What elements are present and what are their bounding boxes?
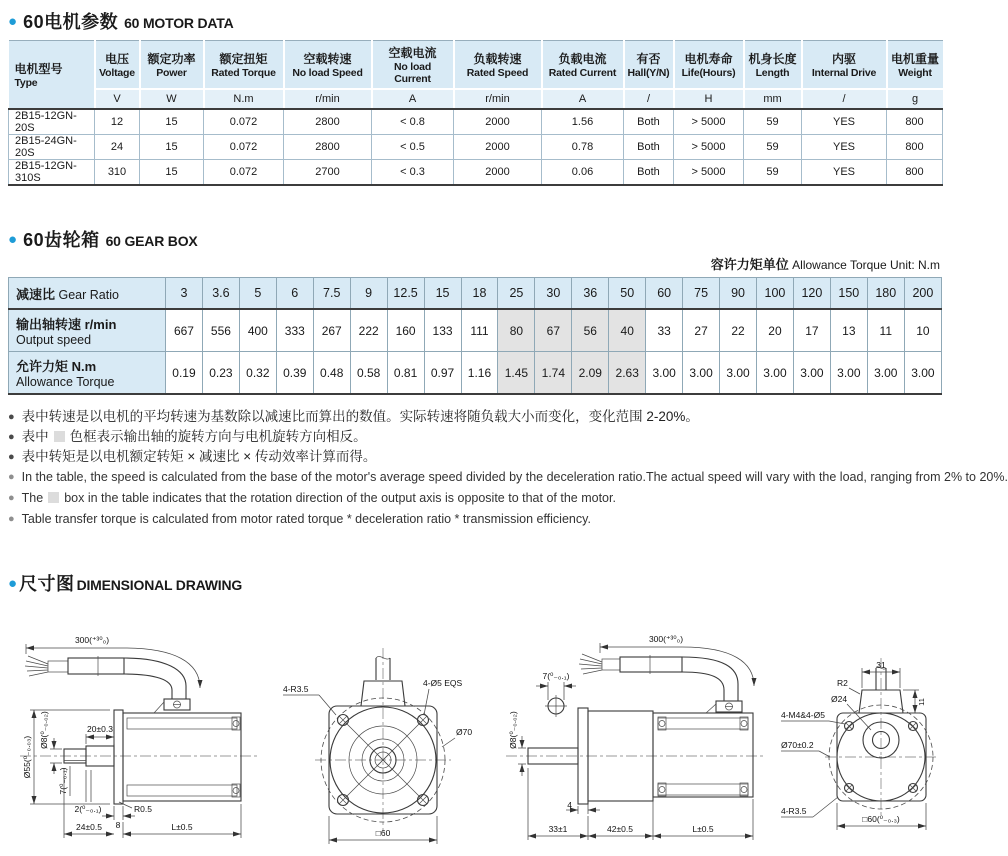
gear-torque-cell: 3.00: [720, 352, 757, 395]
torque-unit-note: [10, 254, 940, 274]
gear-ratio-cell: 100: [757, 278, 794, 310]
motor-section-title-en: 60 MOTOR DATA: [124, 15, 234, 31]
gear-ratio-cell: 90: [720, 278, 757, 310]
motor-cell: Both: [624, 109, 674, 135]
note-bullet-icon: ●: [8, 471, 15, 483]
motor-cell: 59: [744, 135, 802, 160]
gear-row-label: [9, 352, 166, 395]
gear-ratio-cell: 120: [793, 278, 830, 310]
gear-torque-cell: 1.45: [498, 352, 535, 395]
motor-cell: 2000: [454, 135, 542, 160]
dim-corner-radius: 4-R3.5: [283, 684, 309, 694]
motor-cell: < 0.3: [372, 160, 454, 186]
motor-column-label-en: Rated Speed: [466, 67, 529, 79]
dim-gearbox-length: 42±0.5: [607, 824, 633, 834]
gear-speed-cell: 667: [166, 309, 203, 352]
gear-speed-cell: 222: [350, 309, 387, 352]
note-text: 表中转速是以电机的平均转速为基数除以减速比而算出的数值。实际转速将随负载大小而变化，变化范围 2-20%。: [21, 409, 699, 424]
motor-cell: 0.072: [204, 109, 284, 135]
gear-torque-cell: 1.16: [461, 352, 498, 395]
gear-torque-cell: 3.00: [793, 352, 830, 395]
gearmotor-side-view-drawing: [498, 618, 773, 856]
note-bullet-icon: ●: [8, 492, 15, 504]
motor-column-label-zh: 额定功率: [147, 52, 196, 66]
motor-column-header: [802, 41, 887, 90]
gear-speed-cell: 56: [572, 309, 609, 352]
motor-column-header: [95, 41, 140, 90]
motor-column-unit: mm: [744, 89, 802, 109]
dim-cable-length: 300(⁺³⁰₀): [74, 635, 110, 645]
dim-shaft-length: 33±1: [548, 824, 568, 834]
gear-speed-cell: 27: [683, 309, 720, 352]
gear-torque-cell: 0.58: [350, 352, 387, 395]
motor-column-label-en: Type: [14, 77, 38, 89]
gear-speed-cell: 10: [904, 309, 941, 352]
motor-cell: YES: [802, 160, 887, 186]
gear-torque-cell: 0.19: [166, 352, 203, 395]
motor-column-label-en: Length: [755, 67, 790, 79]
torque-unit-note-zh: 容许力矩单位: [710, 257, 789, 272]
dim-fillet-radius: R0.5: [134, 804, 152, 814]
motor-column-unit: W: [140, 89, 204, 109]
motor-side-view-drawing: [6, 618, 271, 856]
motor-section-title-zh: 60电机参数: [23, 12, 119, 32]
motor-column-label-zh: 电机重量: [890, 52, 939, 66]
motor-column-unit: A: [372, 89, 454, 109]
gear-label-zh: 输出轴转速 r/min: [16, 317, 117, 332]
motor-cell: 2800: [284, 135, 372, 160]
motor-column-unit: r/min: [454, 89, 542, 109]
gear-torque-cell: 3.00: [757, 352, 794, 395]
note-text: Table transfer torque is calculated from motor rated torque * deceleration ratio * transmission efficiency.: [21, 512, 591, 526]
section-bullet-icon: ●: [8, 574, 18, 592]
datasheet-page: [0, 8, 1008, 838]
motor-column-header: [454, 41, 542, 90]
gear-ratio-cell: 25: [498, 278, 535, 310]
motor-cell: 0.06: [542, 160, 624, 186]
gear-speed-cell: 40: [609, 309, 646, 352]
motor-column-header: [887, 41, 943, 90]
gear-speed-row: [9, 309, 942, 352]
gear-label-zh: 减速比: [16, 286, 56, 302]
dim-boss-radius: R2: [837, 678, 848, 688]
gear-ratio-cell: 3.6: [202, 278, 239, 310]
motor-cell: 24: [95, 135, 140, 160]
gear-ratio-cell: 200: [904, 278, 941, 310]
gear-torque-cell: 3.00: [867, 352, 904, 395]
dim-mount-holes: 4-M4&4-Ø5: [781, 710, 825, 720]
motor-cell: 2000: [454, 109, 542, 135]
gray-box-swatch: [54, 431, 65, 442]
dim-body-diameter: Ø55(⁰₋₀.₀₃): [22, 735, 32, 779]
note-text: 色框表示输出轴的旋转方向与电机旋转方向相反。: [69, 429, 367, 444]
motor-column-unit: /: [624, 89, 674, 109]
motor-column-label-en: No load Current: [393, 61, 432, 85]
note-item: [8, 447, 950, 467]
motor-cell: < 0.5: [372, 135, 454, 160]
motor-column-label-zh: 有否: [636, 52, 661, 66]
gear-ratio-cell: 12.5: [387, 278, 424, 310]
note-text: In the table, the speed is calculated from the base of the motor's average speed divided by the deceleration ratio.The actual speed will vary with the load, ranging from 2% to 20%.: [21, 470, 1008, 484]
gear-ratio-cell: 5: [239, 278, 276, 310]
dim-shaft-diameter: Ø8(⁰₋₀.₀₂): [508, 711, 518, 749]
motor-front-geometry: [315, 648, 451, 832]
motor-column-header: [624, 41, 674, 90]
motor-table-body: [9, 109, 943, 185]
gear-torque-cell: 3.00: [904, 352, 941, 395]
motor-column-label-en: Life(Hours): [681, 67, 736, 79]
note-item: [8, 407, 950, 427]
motor-cell: > 5000: [674, 109, 744, 135]
dim-front-length: 24±0.5: [76, 822, 102, 832]
motor-column-label-zh: 空载电流: [388, 46, 437, 60]
motor-column-header: [372, 41, 454, 90]
motor-column-label-zh: 电压: [104, 52, 129, 66]
gear-ratio-cell: 18: [461, 278, 498, 310]
section-bullet-icon: ●: [8, 12, 18, 30]
motor-column-header: [9, 41, 95, 110]
motor-column-label-zh: 内驱: [831, 52, 856, 66]
dim-flat-length: 2(⁰₋₀.₁): [74, 804, 102, 814]
motor-cell: 800: [887, 160, 943, 186]
motor-cell: 2800: [284, 109, 372, 135]
motor-cell: 800: [887, 135, 943, 160]
gear-ratio-cell: 9: [350, 278, 387, 310]
gearbox-front-view-drawing: [779, 618, 944, 856]
gear-ratio-cell: 15: [424, 278, 461, 310]
section-bullet-icon: ●: [8, 230, 18, 248]
motor-cell: 0.78: [542, 135, 624, 160]
note-text: 表中转矩是以电机额定转矩 × 减速比 × 传动效率计算而得。: [21, 449, 377, 464]
motor-cell: 2B15-12GN-20S: [9, 109, 95, 135]
gear-speed-cell: 20: [757, 309, 794, 352]
gear-row-label: [9, 309, 166, 352]
motor-cell: > 5000: [674, 160, 744, 186]
motor-column-unit: N.m: [204, 89, 284, 109]
section-header-gearbox: [0, 226, 950, 252]
motor-table-row: [9, 135, 943, 160]
gear-ratio-cell: 36: [572, 278, 609, 310]
gear-torque-cell: 3.00: [646, 352, 683, 395]
motor-column-label-zh: 负载转速: [473, 52, 522, 66]
motor-column-header: [744, 41, 802, 90]
motor-column-header: [140, 41, 204, 90]
dim-cable-length: 300(⁺³⁰₀): [648, 634, 684, 644]
gear-ratio-cell: 3: [166, 278, 203, 310]
motor-cell: 59: [744, 109, 802, 135]
note-item: [8, 509, 950, 530]
note-bullet-icon: ●: [8, 431, 15, 443]
gear-speed-cell: 22: [720, 309, 757, 352]
note-item: [8, 488, 950, 509]
gearbox-section-title-en: 60 GEAR BOX: [105, 233, 198, 249]
gear-ratio-cell: 180: [867, 278, 904, 310]
section-header-motor-data: [0, 8, 950, 34]
gear-speed-cell: 333: [276, 309, 313, 352]
motor-column-label-zh: 负载电流: [558, 52, 607, 66]
dim-circle-diameter: Ø70±0.2: [781, 740, 814, 750]
gear-speed-cell: 111: [461, 309, 498, 352]
gear-torque-cell: 3.00: [683, 352, 720, 395]
gear-speed-cell: 133: [424, 309, 461, 352]
gearbox-section-title-zh: 60齿轮箱: [23, 230, 100, 250]
motor-column-unit: /: [802, 89, 887, 109]
note-item: [8, 467, 1008, 488]
motor-column-label-zh: 电机寿命: [684, 52, 733, 66]
dim-shaft-length: 20±0.3: [87, 724, 113, 734]
gear-ratio-row: [9, 278, 942, 310]
motor-column-label-zh: 电机型号: [14, 62, 63, 76]
gear-speed-cell: 400: [239, 309, 276, 352]
gear-speed-cell: 67: [535, 309, 572, 352]
motor-cell: 800: [887, 109, 943, 135]
gear-torque-cell: 3.00: [830, 352, 867, 395]
dim-circle-diameter: Ø70: [456, 727, 473, 737]
motor-column-label-en: Internal Drive: [811, 67, 877, 79]
motor-cell: 59: [744, 160, 802, 186]
motor-cell: 310: [95, 160, 140, 186]
motor-column-unit: A: [542, 89, 624, 109]
dimensional-drawings: [0, 618, 950, 856]
motor-column-label-en: Rated Torque: [211, 67, 276, 79]
motor-cell: YES: [802, 109, 887, 135]
gear-ratio-cell: 150: [830, 278, 867, 310]
notes-list: [8, 407, 1008, 530]
motor-column-label-en: Weight: [898, 67, 932, 79]
gear-ratio-cell: 50: [609, 278, 646, 310]
motor-column-label-en: Power: [156, 67, 187, 79]
motor-table-head: [9, 41, 943, 110]
gray-box-swatch: [48, 492, 59, 503]
note-bullet-icon: ●: [8, 451, 15, 463]
gear-torque-cell: 2.09: [572, 352, 609, 395]
drawing-section-title-en: DIMENSIONAL DRAWING: [76, 577, 243, 593]
gearbox-ratio-table: [8, 277, 942, 395]
gear-torque-cell: 0.97: [424, 352, 461, 395]
motor-table-row: [9, 160, 943, 186]
dim-mount-holes: 4-Ø5 EQS: [423, 678, 463, 688]
gear-torque-cell: 1.74: [535, 352, 572, 395]
motor-column-header: [204, 41, 284, 90]
dim-flange-thickness: 8: [115, 820, 121, 830]
dim-step: 4: [567, 800, 572, 810]
drawing-section-title-zh: 尺寸图: [19, 574, 75, 594]
motor-cell: 15: [140, 135, 204, 160]
gear-speed-cell: 33: [646, 309, 683, 352]
motor-front-dimensions: [283, 689, 455, 844]
motor-cell: Both: [624, 135, 674, 160]
dim-body-length: L±0.5: [692, 824, 714, 834]
motor-data-table: [8, 40, 943, 186]
motor-cell: 15: [140, 160, 204, 186]
note-text: box in the table indicates that the rotation direction of the output axis is opposite to that of the motor.: [64, 491, 616, 505]
dim-boss-diameter: Ø24: [831, 694, 848, 704]
note-item: [8, 427, 950, 447]
gear-table-body: [9, 278, 942, 395]
motor-cell: Both: [624, 160, 674, 186]
gear-speed-cell: 267: [313, 309, 350, 352]
motor-cell: 2B15-24GN-20S: [9, 135, 95, 160]
gear-speed-cell: 17: [793, 309, 830, 352]
gear-ratio-cell: 7.5: [313, 278, 350, 310]
motor-cell: < 0.8: [372, 109, 454, 135]
dim-flat-depth: 7(⁰₋₀.₁): [58, 767, 68, 795]
gear-ratio-cell: 60: [646, 278, 683, 310]
motor-column-unit: H: [674, 89, 744, 109]
motor-column-label-zh: 机身长度: [748, 52, 797, 66]
motor-cell: 15: [140, 109, 204, 135]
gear-label-en: Output speed: [16, 333, 92, 347]
motor-column-label-zh: 空载转速: [303, 52, 352, 66]
motor-side-geometry: [20, 656, 258, 804]
dim-boss-width: 31: [876, 660, 886, 670]
torque-unit-note-en: Allowance Torque Unit: N.m: [788, 258, 940, 272]
gear-row-label: [9, 278, 166, 310]
motor-cell: 2B15-12GN-310S: [9, 160, 95, 186]
note-text: The: [21, 491, 44, 505]
motor-cell: 0.072: [204, 160, 284, 186]
gear-torque-cell: 2.63: [609, 352, 646, 395]
gear-speed-cell: 13: [830, 309, 867, 352]
gear-torque-cell: 0.48: [313, 352, 350, 395]
motor-table-row: [9, 109, 943, 135]
dim-square-size: □60: [375, 828, 391, 838]
dim-keyway: 7(⁰₋₀.₁): [542, 671, 570, 681]
motor-column-label-zh: 额定扭矩: [219, 52, 268, 66]
motor-front-view-drawing: [277, 618, 492, 856]
motor-column-unit: g: [887, 89, 943, 109]
note-bullet-icon: ●: [8, 411, 15, 423]
gear-torque-row: [9, 352, 942, 395]
gear-ratio-cell: 6: [276, 278, 313, 310]
motor-column-unit: r/min: [284, 89, 372, 109]
motor-column-label-en: Rated Current: [548, 67, 617, 79]
gear-label-en: Allowance Torque: [16, 375, 115, 389]
gear-speed-cell: 11: [867, 309, 904, 352]
motor-column-header: [542, 41, 624, 90]
dim-body-length: L±0.5: [171, 822, 193, 832]
motor-cell: 0.072: [204, 135, 284, 160]
note-bullet-icon: ●: [8, 513, 15, 525]
gear-label-zh: 允许力矩 N.m: [16, 359, 97, 374]
gear-ratio-cell: 75: [683, 278, 720, 310]
gear-speed-cell: 160: [387, 309, 424, 352]
dim-corner-radius: 4-R3.5: [781, 806, 807, 816]
motor-cell: 2000: [454, 160, 542, 186]
gear-label-en: Gear Ratio: [55, 287, 119, 302]
dim-boss-height: 11: [917, 698, 926, 706]
motor-cell: 1.56: [542, 109, 624, 135]
section-header-dimensions: [0, 570, 950, 596]
motor-column-label-en: No load Speed: [292, 67, 363, 79]
gear-speed-cell: 556: [202, 309, 239, 352]
gear-torque-cell: 0.23: [202, 352, 239, 395]
motor-column-unit: V: [95, 89, 140, 109]
motor-column-header: [284, 41, 372, 90]
gear-speed-cell: 80: [498, 309, 535, 352]
motor-cell: YES: [802, 135, 887, 160]
motor-column-label-en: Voltage: [99, 67, 135, 79]
motor-column-label-en: Hall(Y/N): [627, 67, 670, 79]
dim-shaft-diameter: Ø8(⁰₋₀.₀₂): [39, 711, 49, 749]
gear-torque-cell: 0.32: [239, 352, 276, 395]
motor-cell: 12: [95, 109, 140, 135]
note-text: 表中: [21, 429, 49, 444]
gear-torque-cell: 0.39: [276, 352, 313, 395]
dim-square-size: □60(⁰₋₀.₃): [862, 814, 900, 824]
motor-cell: > 5000: [674, 135, 744, 160]
motor-column-header: [674, 41, 744, 90]
gear-ratio-cell: 30: [535, 278, 572, 310]
gear-torque-cell: 0.81: [387, 352, 424, 395]
motor-cell: 2700: [284, 160, 372, 186]
